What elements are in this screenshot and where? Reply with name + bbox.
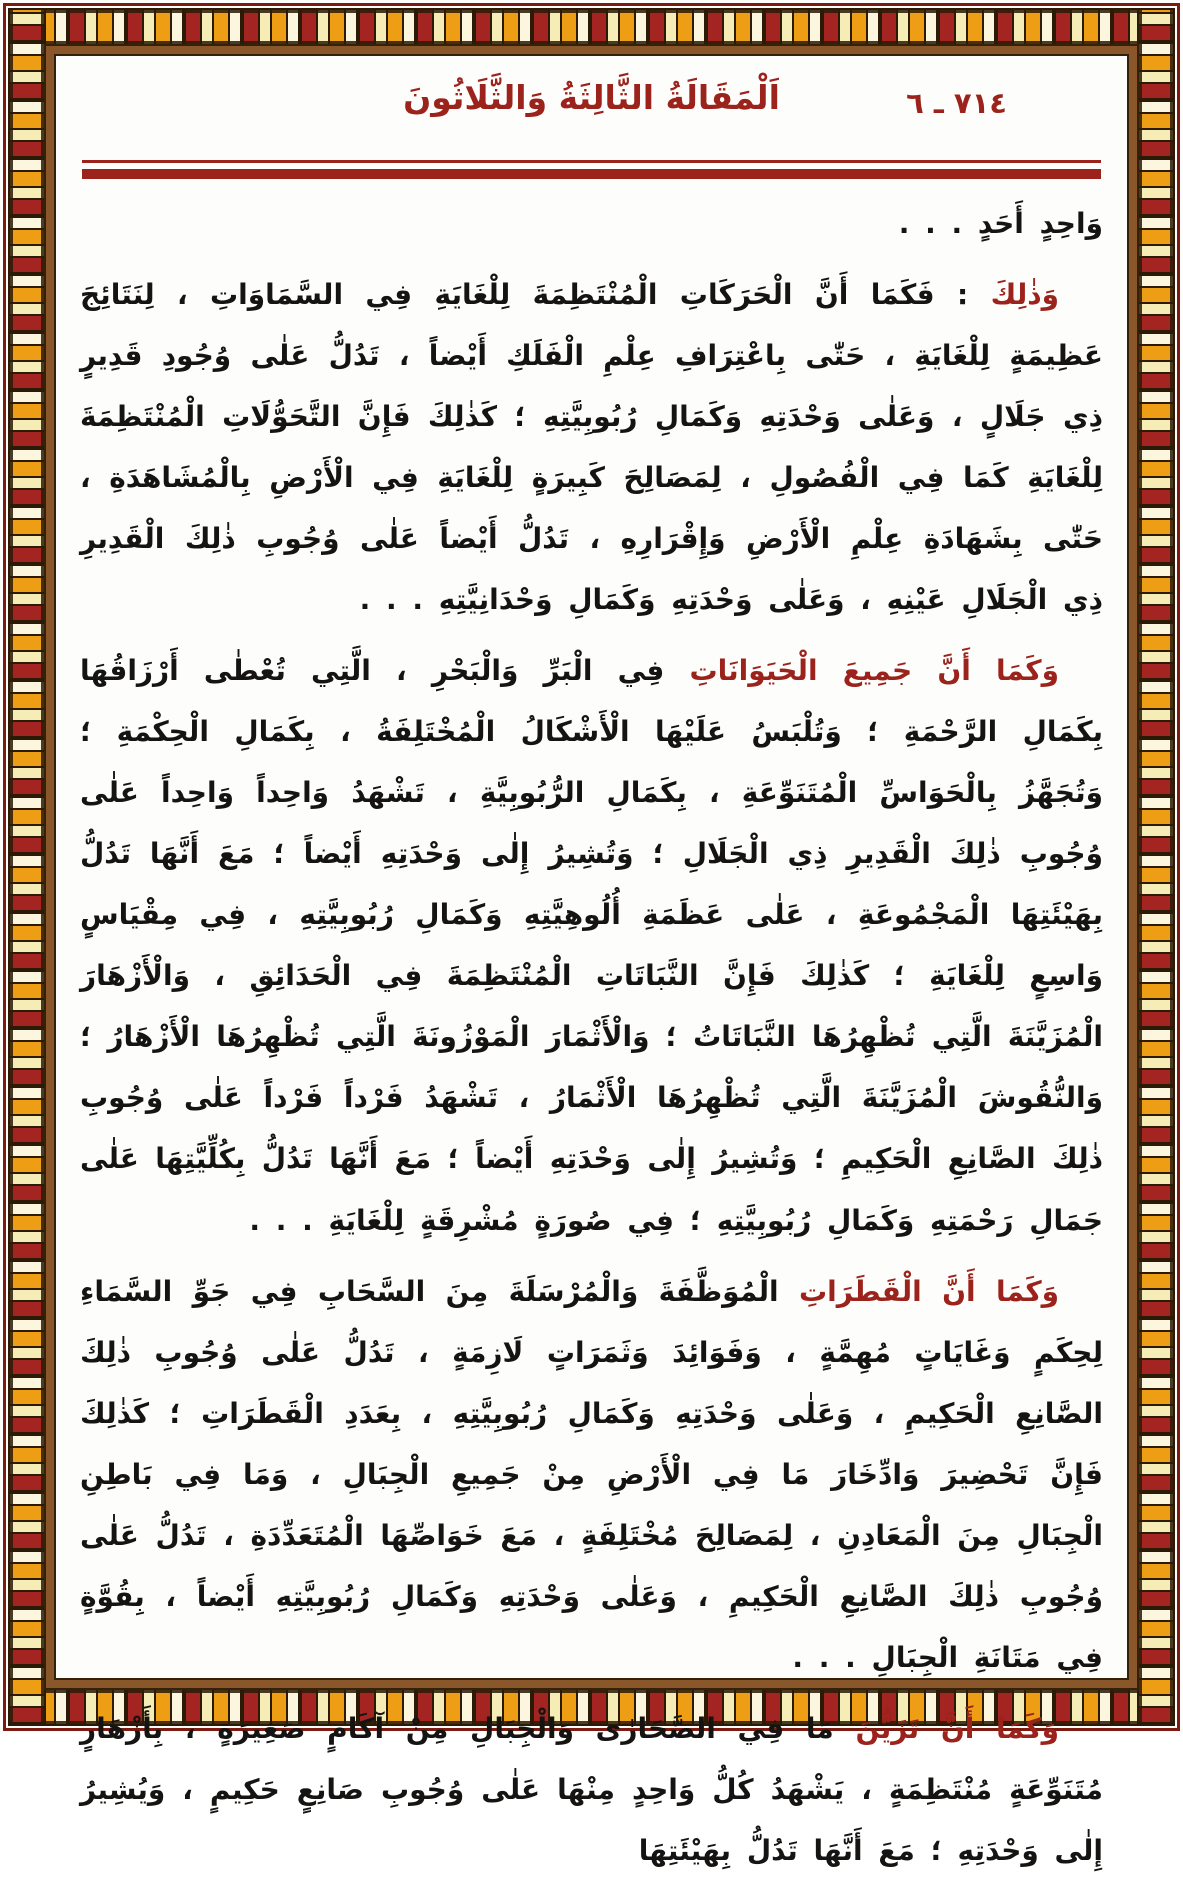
- paragraph-2-text: فِي الْبَرِّ وَالْبَحْرِ ، الَّتِي تُعْطٰى أَرْزَاقُهَا بِكَمَالِ الرَّحْمَةِ ؛ وَتُلْبَسُ عَلَيْهَا الْأَشْكَالُ الْمُخْتَلِفَةُ ، بِكَمَالِ الْحِكْمَةِ ؛ وَتُجَهَّزُ بِالْحَوَاسِّ الْمُتَنَوِّعَةِ ، بِكَمَالِ الرُّبُوبِيَّةِ ، تَشْهَدُ وَاحِداً وَاحِداً عَلٰى وُجُوبِ ذٰلِكَ الْقَدِيرِ ذِي الْجَلَالِ ؛ وَتُشِيرُ إِلٰى وَحْدَتِهِ أَيْضاً ؛ مَعَ أَنَّهَا تَدُلُّ بِهَيْئَتِهَا الْمَجْمُوعَةِ ، عَلٰى عَظَمَةِ أُلُوهِيَّتِهِ وَكَمَالِ رُبُوبِيَّتِهِ ، فِي مِقْيَاسٍ وَاسِعٍ لِلْغَايَةِ ؛ كَذٰلِكَ فَإِنَّ النَّبَاتَاتِ الْمُنْتَظِمَةَ فِي الْحَدَائِقِ ، وَالْأَزْهَارَ الْمُزَيَّنَةَ الَّتِي تُظْهِرُهَا النَّبَاتَاتُ ؛ وَالْأَثْمَارَ الْمَوْزُونَةَ الَّتِي تُظْهِرُهَا الْأَزْهَارُ ؛ وَالنُّقُوشَ الْمُزَيَّنَةَ الَّتِي تُظْهِرُهَا الْأَثْمَارُ ، تَشْهَدُ فَرْداً فَرْداً عَلٰى وُجُوبِ ذٰلِكَ الصَّانِعِ الْحَكِيمِ ؛ وَتُشِيرُ إِلٰى وَحْدَتِهِ أَيْضاً ؛ مَعَ أَنَّهَا تَدُلُّ بِكُلِّيَّتِهَا عَلٰى جَمَالِ رَحْمَتِهِ وَكَمَالِ رُبُوبِيَّتِهِ ؛ فِي صُورَةٍ مُشْرِقَةٍ لِلْغَايَةِ . . .: [80, 654, 1103, 1237]
- ornamental-border-top: [8, 8, 1175, 46]
- paragraph-2-lead: وَكَمَا أَنَّ جَمِيعَ الْحَيَوَانَاتِ: [689, 654, 1059, 688]
- ornamental-border-right: [1137, 8, 1175, 1726]
- paragraph-2: [80, 640, 1103, 1250]
- paragraph-4-lead: وَكَمَا أَنَّ تَزَيُّنَ: [855, 1711, 1060, 1745]
- paragraph-1-lead: وَذٰلِكَ: [990, 278, 1060, 312]
- paragraph-3: [80, 1261, 1103, 1688]
- paragraph-1: [80, 264, 1103, 630]
- paragraph-1-text: : فَكَمَا أَنَّ الْحَرَكَاتِ الْمُنْتَظِمَةَ لِلْغَايَةِ فِي السَّمَاوَاتِ ، لِنَتَائِجَ عَظِيمَةٍ لِلْغَايَةِ ، حَتّٰى بِاعْتِرَافِ عِلْمِ الْفَلَكِ أَيْضاً ، تَدُلُّ عَلٰى وُجُودِ قَدِيرٍ ذِي جَلَالٍ ، وَعَلٰى وَحْدَتِهِ وَكَمَالِ رُبُوبِيَّتِهِ ؛ كَذٰلِكَ فَإِنَّ التَّحَوُّلَاتِ الْمُنْتَظِمَةَ لِلْغَايَةِ كَمَا فِي الْفُصُولِ ، لِمَصَالِحَ كَبِيرَةٍ لِلْغَايَةِ فِي الْأَرْضِ بِالْمُشَاهَدَةِ ، حَتّٰى بِشَهَادَةِ عِلْمِ الْأَرْضِ وَإِقْرَارِهِ ، تَدُلُّ أَيْضاً عَلٰى وُجُوبِ ذٰلِكَ الْقَدِيرِ ذِي الْجَلَالِ عَيْنِهِ ، وَعَلٰى وَحْدَتِهِ وَكَمَالِ وَحْدَانِيَّتِهِ . . .: [80, 278, 1103, 617]
- paragraph-3-lead: وَكَمَا أَنَّ الْقَطَرَاتِ: [799, 1274, 1060, 1308]
- page-header: [80, 64, 1103, 152]
- header-divider-rule: [82, 160, 1101, 179]
- ornamental-border-left: [8, 8, 46, 1726]
- page-content: [58, 58, 1125, 1867]
- body-text: [80, 193, 1103, 1881]
- page-number: ٧١٤ ـ ٦: [906, 86, 1007, 120]
- page-title: اَلْمَقَالَةُ الثَّالِثَةُ وَالثَّلَاثُونَ: [403, 78, 780, 117]
- continuation-line: وَاحِدٍ أَحَدٍ . . .: [898, 207, 1103, 240]
- paragraph-4-text: مَا فِي الصَّحَارٰى وَالْجِبَالِ مِنْ آكَامٍ صَغِيرَةٍ ، بِأَزْهَارٍ مُتَنَوِّعَةٍ مُنْتَظِمَةٍ ، يَشْهَدُ كُلُّ وَاحِدٍ مِنْهَا عَلٰى وُجُوبِ صَانِعٍ حَكِيمٍ ، وَيُشِيرُ إِلٰى وَحْدَتِهِ ؛ مَعَ أَنَّهَا تَدُلُّ بِهَيْئَتِهَا: [80, 1711, 1103, 1867]
- paragraph-3-text: الْمُوَظَّفَةَ وَالْمُرْسَلَةَ مِنَ السَّحَابِ فِي جَوِّ السَّمَاءِ لِحِكَمٍ وَغَايَاتٍ مُهِمَّةٍ ، وَفَوَائِدَ وَثَمَرَاتٍ لَازِمَةٍ ، تَدُلُّ عَلٰى وُجُوبِ ذٰلِكَ الصَّانِعِ الْحَكِيمِ ، وَعَلٰى وَحْدَتِهِ وَكَمَالِ رُبُوبِيَّتِهِ ، بِعَدَدِ الْقَطَرَاتِ ؛ كَذٰلِكَ فَإِنَّ تَحْضِيرَ وَادِّخَارَ مَا فِي الْأَرْضِ مِنْ جَمِيعِ الْجِبَالِ ، وَمَا فِي بَاطِنِ الْجِبَالِ مِنَ الْمَعَادِنِ ، لِمَصَالِحَ مُخْتَلِفَةٍ ، مَعَ خَوَاصِّهَا الْمُتَعَدِّدَةِ ، تَدُلُّ عَلٰى وُجُوبِ ذٰلِكَ الصَّانِعِ الْحَكِيمِ ، وَعَلٰى وَحْدَتِهِ وَكَمَالِ رُبُوبِيَّتِهِ أَيْضاً ، بِقُوَّةٍ فِي مَتَانَةِ الْجِبَالِ . . .: [80, 1274, 1103, 1674]
- paragraph-4: [80, 1698, 1103, 1881]
